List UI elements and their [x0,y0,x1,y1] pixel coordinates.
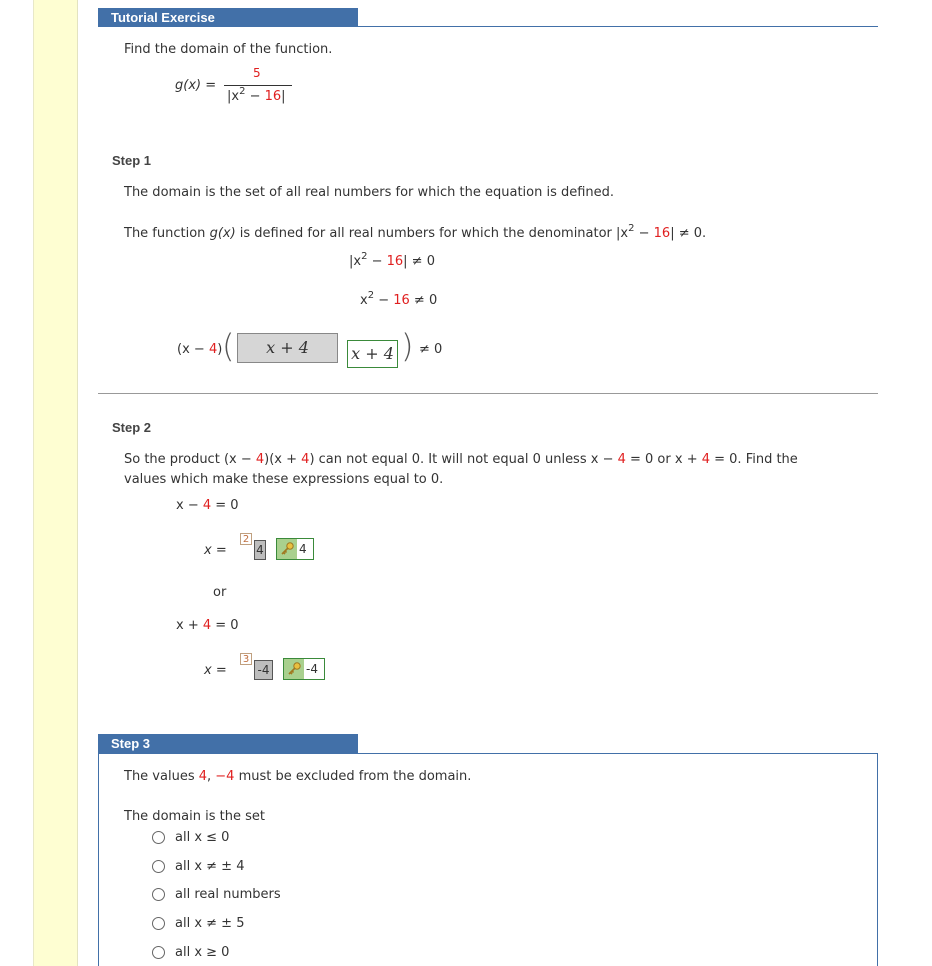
function-lhs: g(x) = [175,78,217,93]
answer-b-key: -4 [283,658,325,680]
key-icon [284,659,304,679]
tutorial-header: Tutorial Exercise [98,8,358,27]
exercise-prompt: Find the domain of the function. [124,42,333,57]
radio-button[interactable] [152,831,165,844]
step2-paragraph-line1: So the product (x − 4)(x + 4) can not equal 0. It will not equal 0 unless x − 4 = 0 or x + 4 = 0. Find the [124,452,798,467]
step1-equation1: $|x^2 - 16| \ne 0$ [349,251,435,269]
step2-label: Step 2 [112,420,152,435]
radio-button[interactable] [152,860,165,873]
answer-a-entered[interactable]: 4 [254,540,266,560]
step1-label: Step 1 [112,153,152,168]
radio-button[interactable] [152,888,165,901]
step1-sentence2: The function g(x) is defined for all real numbers for which the denominator $|x^2 - 16| \ne 0$. [124,223,707,241]
function-numerator: 5 [253,66,261,80]
x-equals-a: x = [204,543,227,558]
or-label: or [213,585,227,600]
function-denominator: $|x^2 - 16|$ [227,86,286,104]
tutorial-header-rule [358,26,878,27]
answer-a-index: 2 [240,533,252,545]
answer-b-index: 3 [240,653,252,665]
open-paren: ( [222,327,235,365]
step2-equation-b: x + 4 = 0 [176,618,239,633]
radio-button[interactable] [152,946,165,959]
x-equals-b: x = [204,663,227,678]
step2-paragraph-line2: values which make these expressions equal to 0. [124,472,444,487]
factor-neq-zero: ≠ 0 [419,342,443,357]
step3-excluded-values: The values 4, −4 must be excluded from the domain. [124,769,472,784]
entered-answer-box[interactable]: x + 4 [237,333,338,363]
step1-sentence1: The domain is the set of all real numbers for which the equation is defined. [124,185,615,200]
answer-b-entered[interactable]: -4 [254,660,273,680]
correct-answer-box: x + 4 [347,340,398,368]
step3-header: Step 3 [98,734,358,753]
domain-prompt: The domain is the set [124,809,265,824]
fraction-bar [224,85,292,86]
factor-left: (x − 4) [177,342,223,357]
close-paren: ) [401,327,414,365]
radio-button[interactable] [152,917,165,930]
key-icon [277,539,297,559]
step1-equation2: $x^2 - 16 \ne 0$ [360,290,438,308]
answer-a-key: 4 [276,538,314,560]
step-separator [98,393,878,394]
left-margin-strip [33,0,78,966]
step2-equation-a: x − 4 = 0 [176,498,239,513]
